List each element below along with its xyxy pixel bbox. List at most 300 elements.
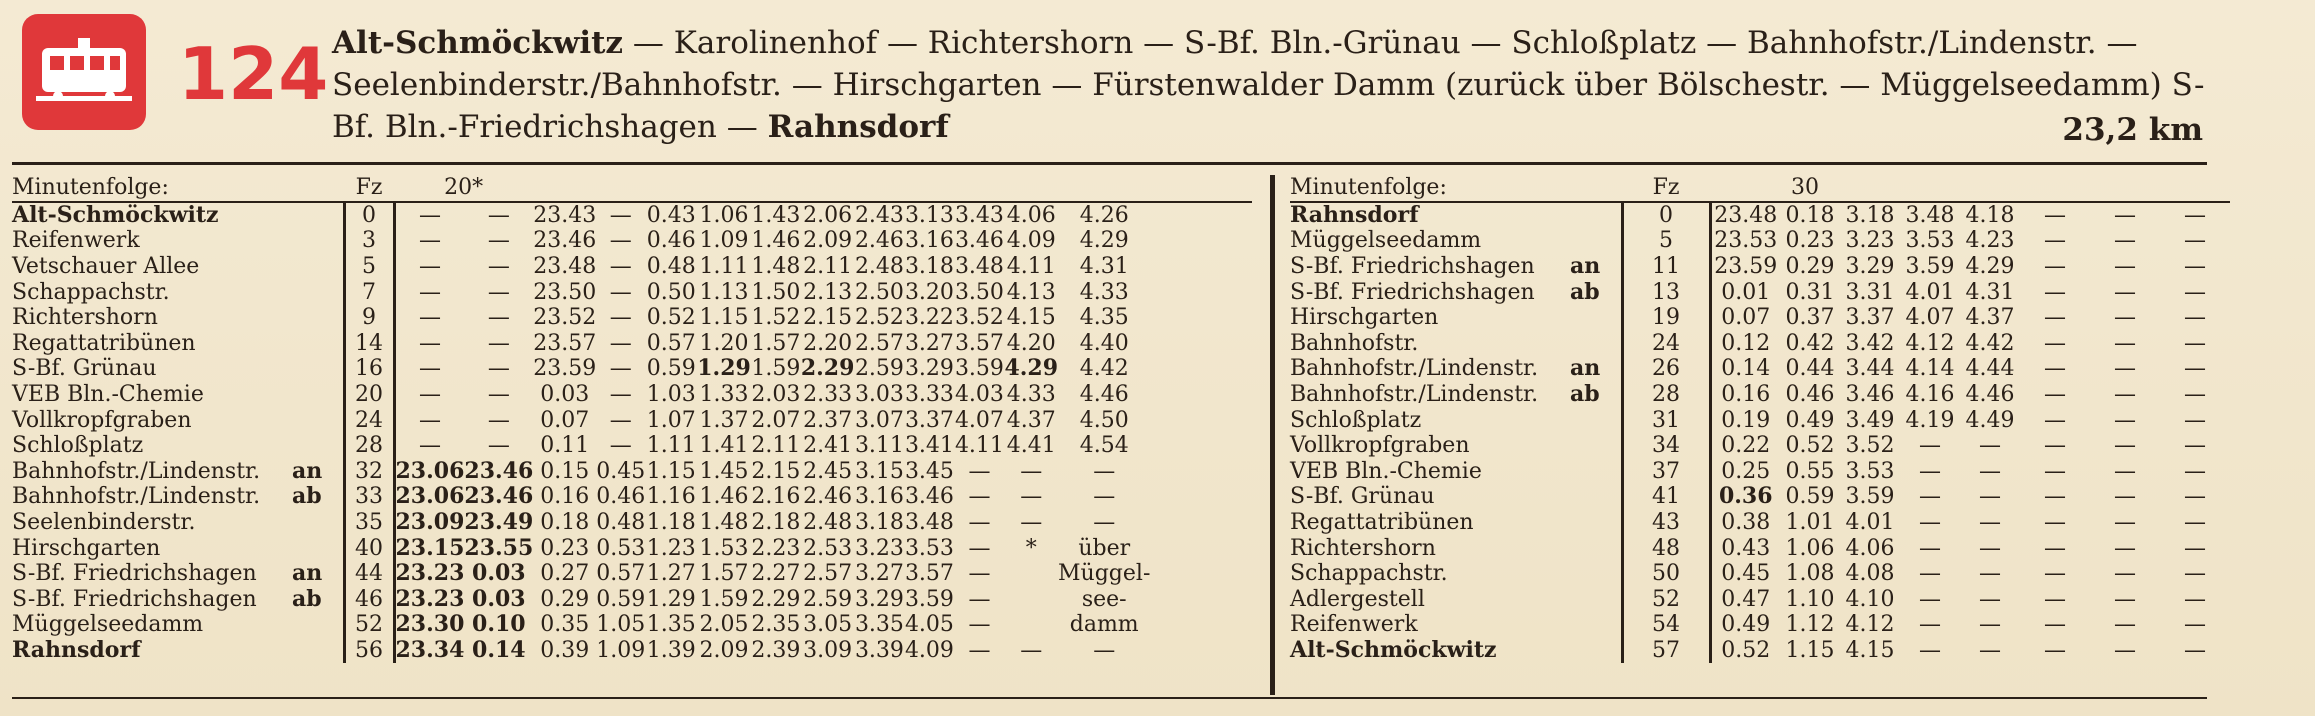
- travel-minutes: 35: [344, 510, 394, 536]
- departure-time: 0.03: [472, 585, 526, 612]
- departure-time: 1.11: [646, 433, 696, 459]
- departure-time: 4.01: [1905, 279, 1955, 305]
- departure-time: 1.18: [646, 510, 696, 536]
- departure-time: 23.59: [533, 356, 597, 382]
- departure-time: 0.48: [646, 254, 696, 280]
- departure-time: —: [2044, 433, 2066, 459]
- departure-time: 2.48: [803, 510, 853, 536]
- departure-time: 1.39: [646, 637, 696, 663]
- departure-time: —: [1919, 510, 1941, 536]
- table-row: [12, 484, 1252, 510]
- table-row: [1290, 202, 2230, 229]
- departure-time: 2.46: [854, 228, 904, 254]
- route-description: [332, 22, 2212, 148]
- departure-time: —: [2044, 305, 2066, 331]
- travel-minutes: 43: [1622, 510, 1710, 536]
- table-row: [1290, 459, 2230, 485]
- departure-time: 0.42: [1785, 330, 1835, 356]
- departure-time: —: [2114, 330, 2136, 356]
- departure-time: 2.50: [854, 279, 904, 305]
- departure-time: 4.35: [1079, 305, 1129, 331]
- departure-time: 4.33: [1006, 382, 1056, 408]
- table-row: [12, 535, 1252, 561]
- departure-time: —: [2044, 202, 2066, 228]
- departure-time: 4.09: [904, 637, 954, 663]
- departure-time: 4.49: [1965, 407, 2015, 433]
- departure-time: —: [2044, 458, 2066, 484]
- departure-time: —: [2114, 510, 2136, 536]
- outbound-header-row: [12, 175, 1252, 202]
- departure-time: —: [1020, 637, 1043, 663]
- arrival-departure-marker: [292, 407, 344, 433]
- departure-time: 2.37: [803, 407, 853, 433]
- departure-time: 3.29: [1845, 254, 1895, 280]
- departure-time: 4.44: [1965, 356, 2015, 382]
- departure-time: 1.09: [596, 637, 646, 663]
- table-row: [1290, 356, 2230, 382]
- departure-time: 3.46: [904, 484, 954, 510]
- arrival-departure-marker: [292, 382, 344, 408]
- departure-time: —: [1919, 484, 1941, 510]
- departure-time: 3.43: [954, 202, 1004, 228]
- departure-time: 4.03: [954, 382, 1004, 408]
- departure-time: —: [2114, 254, 2136, 280]
- departure-time: 0.15: [540, 458, 590, 484]
- departure-time: 2.33: [803, 382, 853, 408]
- table-row: [12, 279, 1252, 305]
- arrival-departure-marker: [292, 535, 344, 561]
- departure-time: —: [968, 612, 991, 638]
- departure-time: 4.18: [1965, 202, 2015, 228]
- travel-minutes: 24: [344, 407, 394, 433]
- departure-time: —: [1093, 458, 1116, 484]
- departure-time: 1.43: [751, 202, 801, 228]
- departure-time: —: [2184, 407, 2206, 433]
- travel-minutes: 37: [1622, 459, 1710, 485]
- departure-time: —: [2114, 535, 2136, 561]
- arrival-departure-marker: [1570, 433, 1622, 459]
- departure-time: —: [1093, 510, 1116, 536]
- departure-time: 1.06: [1785, 535, 1835, 561]
- departure-time: —: [2184, 510, 2206, 536]
- table-row: [12, 202, 1252, 229]
- departure-time: 3.59: [1845, 484, 1895, 510]
- travel-minutes: 0: [1622, 202, 1710, 229]
- departure-time: 1.52: [751, 305, 801, 331]
- station-name: Bahnhofstr.: [1290, 330, 1419, 356]
- station-name: Reifenwerk: [12, 228, 140, 254]
- departure-time: 0.07: [540, 407, 590, 433]
- departure-time: 2.09: [699, 637, 749, 663]
- departure-time: 2.15: [803, 305, 853, 331]
- arrival-departure-marker: ab: [292, 483, 322, 510]
- departure-time: 23.09: [395, 509, 465, 536]
- departure-time: —: [609, 330, 632, 356]
- departure-time: 1.41: [699, 433, 749, 459]
- departure-time: 0.23: [1785, 228, 1835, 254]
- departure-time: 3.18: [1845, 202, 1895, 228]
- departure-time: —: [1093, 637, 1116, 663]
- departure-time: —: [2184, 637, 2206, 663]
- travel-minutes: 19: [1622, 305, 1710, 331]
- departure-time: 0.59: [1785, 484, 1835, 510]
- departure-time: 3.37: [1845, 305, 1895, 331]
- departure-time: 3.16: [904, 228, 954, 254]
- departure-time: 0.45: [1710, 561, 1780, 587]
- travel-minutes: 3: [344, 228, 394, 254]
- departure-time: 4.29: [1965, 254, 2015, 280]
- arrival-departure-marker: [1570, 561, 1622, 587]
- departure-time: 3.48: [1905, 202, 1955, 228]
- departure-time: 0.10: [472, 611, 526, 638]
- station-name: Müggelseedamm: [12, 612, 204, 638]
- departure-time: 23.53: [1710, 228, 1780, 254]
- departure-time: —: [1919, 637, 1941, 663]
- departure-time: —: [1979, 535, 2001, 561]
- departure-time: 0.50: [646, 279, 696, 305]
- departure-time: —: [2184, 202, 2206, 228]
- departure-time: —: [2044, 330, 2066, 356]
- outbound-timetable: [12, 175, 1252, 663]
- arrival-departure-marker: an: [292, 457, 323, 484]
- departure-time: 3.31: [1845, 279, 1895, 305]
- departure-time: 23.34: [395, 636, 465, 663]
- departure-time: 3.41: [904, 433, 954, 459]
- departure-time: 1.15: [646, 458, 696, 484]
- travel-minutes: 57: [1622, 638, 1710, 664]
- departure-time: 0.01: [1710, 279, 1780, 305]
- departure-time: 4.29: [1004, 355, 1059, 382]
- departure-time: [1004, 561, 1058, 587]
- departure-time: 4.07: [1905, 305, 1955, 331]
- departure-time: 2.59: [854, 356, 904, 382]
- departure-time: 2.48: [854, 254, 904, 280]
- departure-time: 4.12: [1905, 330, 1955, 356]
- departure-time: 4.15: [1006, 305, 1056, 331]
- departure-time: 0.48: [596, 510, 646, 536]
- route-middle: — Karolinenhof — Richtershorn — S-Bf. Bln.-Grünau — Schloßplatz — Bahnhofstr./Lindenstr. — Seelenbinderstr./Bahnhofstr. — Hirschgarten — Fürstenwalder Damm (zurück über Bölschestr. — Müggelseedamm) S-Bf. Bln.-Friedrichshagen —: [332, 25, 2205, 145]
- departure-time: 0.52: [646, 305, 696, 331]
- departure-time: 0.25: [1710, 459, 1780, 485]
- table-row: [1290, 279, 2230, 305]
- travel-minutes: 54: [1622, 612, 1710, 638]
- departure-time: 3.23: [854, 535, 904, 561]
- departure-time: —: [968, 535, 991, 561]
- station-name: Alt-Schmöckwitz: [1290, 636, 1497, 663]
- departure-time: —: [394, 254, 464, 280]
- arrival-departure-marker: [292, 228, 344, 254]
- departure-time: 1.46: [751, 228, 801, 254]
- departure-time: 2.35: [751, 612, 801, 638]
- departure-time: 0.18: [540, 510, 590, 536]
- departure-time: 1.29: [697, 355, 751, 382]
- departure-time: 0.19: [1710, 407, 1780, 433]
- departure-time: 4.12: [1845, 612, 1895, 638]
- departure-time: —: [394, 356, 464, 382]
- departure-time: —: [968, 637, 991, 663]
- departure-time: 3.09: [803, 637, 853, 663]
- arrival-departure-marker: [1570, 510, 1622, 536]
- departure-time: 4.08: [1845, 561, 1895, 587]
- station-name: Vollkropfgraben: [1290, 433, 1470, 459]
- station-name: Bahnhofstr./Lindenstr.: [12, 484, 261, 510]
- departure-time: 23.55: [464, 534, 534, 561]
- departure-time: 0.16: [540, 484, 590, 510]
- arrival-departure-marker: [1570, 305, 1622, 331]
- arrival-departure-marker: [292, 356, 344, 382]
- departure-time: —: [2114, 382, 2136, 408]
- departure-time: 4.13: [1006, 279, 1056, 305]
- departure-time: 4.07: [954, 407, 1004, 433]
- departure-time: 4.46: [1079, 382, 1129, 408]
- return-table: [1290, 175, 2230, 663]
- departure-time: 0.49: [1785, 407, 1835, 433]
- departure-time: —: [1979, 637, 2001, 663]
- departure-time: 23.50: [533, 279, 597, 305]
- departure-time: —: [2184, 228, 2206, 254]
- departure-time: 1.09: [699, 228, 749, 254]
- departure-time: 0.44: [1785, 356, 1835, 382]
- departure-time: 0.03: [472, 560, 526, 587]
- departure-time: —: [2184, 484, 2206, 510]
- travel-minutes: 46: [344, 587, 394, 613]
- departure-time: 4.41: [1006, 433, 1056, 459]
- departure-time: —: [1919, 561, 1941, 587]
- departure-time: 0.46: [646, 228, 696, 254]
- tram-icon: [22, 14, 146, 130]
- departure-time: —: [394, 202, 464, 229]
- departure-time: 2.15: [751, 458, 801, 484]
- departure-time: 2.29: [800, 355, 855, 382]
- departure-time: 23.52: [533, 305, 597, 331]
- travel-minutes: 9: [344, 305, 394, 331]
- departure-time: 3.53: [1905, 228, 1955, 254]
- departure-time: 0.12: [1710, 331, 1780, 357]
- departure-time: 0.52: [1785, 433, 1835, 459]
- outbound-table: [12, 175, 1252, 663]
- departure-time: 23.15: [395, 534, 465, 561]
- departure-time: 2.05: [699, 612, 749, 638]
- travel-minutes: 33: [344, 484, 394, 510]
- departure-time: 4.01: [1845, 510, 1895, 536]
- station-name: Schappachstr.: [12, 279, 170, 305]
- departure-time: 2.52: [854, 305, 904, 331]
- departure-time: 1.53: [699, 535, 749, 561]
- departure-time: 1.48: [699, 510, 749, 536]
- departure-time: 4.37: [1006, 407, 1056, 433]
- table-row: [12, 510, 1252, 536]
- table-row: [12, 356, 1252, 382]
- departure-time: 23.57: [533, 330, 597, 356]
- departure-time: 2.11: [751, 433, 801, 459]
- departure-time: —: [609, 228, 632, 254]
- departure-time: 4.54: [1079, 433, 1129, 459]
- travel-minutes: 50: [1622, 561, 1710, 587]
- departure-time: 1.10: [1785, 586, 1835, 612]
- departure-time: —: [1979, 561, 2001, 587]
- travel-minutes: 7: [344, 279, 394, 305]
- table-row: [12, 433, 1252, 459]
- travel-minutes: 28: [344, 433, 394, 459]
- departure-time: —: [609, 305, 632, 331]
- departure-time: —: [2184, 535, 2206, 561]
- departure-time: [1004, 612, 1058, 638]
- station-name: S-Bf. Friedrichshagen: [12, 561, 257, 587]
- departure-time: 23.48: [533, 254, 597, 280]
- departure-time: Müggel-: [1058, 561, 1151, 587]
- travel-minutes: 31: [1622, 407, 1710, 433]
- departure-time: 0.46: [596, 484, 646, 510]
- arrival-departure-marker: [1570, 484, 1622, 510]
- departure-time: 2.29: [751, 586, 801, 612]
- departure-time: 3.42: [1845, 330, 1895, 356]
- departure-time: 2.39: [751, 637, 801, 663]
- departure-time: —: [2114, 407, 2136, 433]
- departure-time: —: [394, 382, 464, 408]
- table-row: [12, 407, 1252, 433]
- departure-time: —: [968, 484, 991, 510]
- departure-time: —: [2184, 458, 2206, 484]
- departure-time: 2.57: [854, 330, 904, 356]
- station-name: Schappachstr.: [1290, 561, 1448, 587]
- station-name: Regattatribünen: [12, 330, 196, 356]
- departure-time: 0.38: [1710, 510, 1780, 536]
- departure-time: —: [2114, 458, 2136, 484]
- departure-time: 4.11: [954, 433, 1004, 459]
- departure-time: 3.59: [954, 356, 1004, 382]
- table-row: [1290, 305, 2230, 331]
- departure-time: 1.57: [699, 561, 749, 587]
- departure-time: 1.07: [646, 407, 696, 433]
- departure-time: 1.15: [699, 305, 749, 331]
- departure-time: 0.36: [1710, 484, 1780, 510]
- departure-time: 0.53: [596, 535, 646, 561]
- departure-time: —: [487, 279, 510, 305]
- station-name: Rahnsdorf: [1290, 201, 1419, 228]
- departure-time: 0.31: [1785, 279, 1835, 305]
- travel-minutes: 0: [344, 202, 394, 229]
- departure-time: 0.07: [1710, 305, 1780, 331]
- table-row: [12, 228, 1252, 254]
- departure-time: 3.53: [904, 535, 954, 561]
- departure-time: —: [1020, 510, 1043, 536]
- departure-time: —: [1919, 586, 1941, 612]
- arrival-departure-marker: [292, 331, 344, 357]
- table-row: [12, 382, 1252, 408]
- departure-time: 4.09: [1006, 228, 1056, 254]
- interval-label: 20*: [444, 175, 484, 201]
- departure-time: 1.01: [1785, 510, 1835, 536]
- departure-time: 1.03: [646, 382, 696, 408]
- table-row: [1290, 587, 2230, 613]
- travel-minutes: 40: [344, 535, 394, 561]
- route-end: Rahnsdorf: [767, 109, 949, 145]
- departure-time: —: [2114, 228, 2136, 254]
- departure-time: 0.18: [1785, 202, 1835, 228]
- departure-time: 4.23: [1965, 228, 2015, 254]
- travel-minutes: 48: [1622, 535, 1710, 561]
- station-name: Müggelseedamm: [1290, 228, 1482, 254]
- arrival-departure-marker: [1570, 638, 1622, 664]
- departure-time: —: [2114, 484, 2136, 510]
- departure-time: 3.48: [954, 254, 1004, 280]
- travel-minutes: 5: [1622, 228, 1710, 254]
- departure-time: 0.57: [596, 561, 646, 587]
- departure-time: 3.39: [854, 637, 904, 663]
- departure-time: —: [1979, 484, 2001, 510]
- departure-time: 0.16: [1710, 382, 1780, 408]
- departure-time: 4.11: [1006, 254, 1056, 280]
- travel-minutes: 5: [344, 254, 394, 280]
- bottom-rule: [12, 697, 2207, 699]
- departure-time: 0.55: [1785, 458, 1835, 484]
- travel-minutes: 16: [344, 356, 394, 382]
- departure-time: 3.57: [904, 561, 954, 587]
- table-row: [1290, 228, 2230, 254]
- departure-time: 3.52: [1845, 433, 1895, 459]
- departure-time: —: [609, 279, 632, 305]
- departure-time: —: [609, 433, 632, 459]
- departure-time: —: [2114, 637, 2136, 663]
- departure-time: —: [394, 228, 464, 254]
- station-name: Alt-Schmöckwitz: [12, 201, 219, 228]
- departure-time: —: [2114, 612, 2136, 638]
- departure-time: 4.31: [1079, 254, 1129, 280]
- arrival-departure-marker: [292, 279, 344, 305]
- departure-time: 2.41: [803, 433, 853, 459]
- departure-time: —: [487, 254, 510, 280]
- departure-time: 1.06: [699, 202, 749, 228]
- departure-time: —: [2044, 407, 2066, 433]
- departure-time: 1.15: [1785, 637, 1835, 663]
- departure-time: 4.40: [1079, 330, 1129, 356]
- travel-minutes: 52: [344, 612, 394, 638]
- departure-time: —: [2044, 586, 2066, 612]
- departure-time: —: [1979, 612, 2001, 638]
- departure-time: 4.15: [1845, 637, 1895, 663]
- departure-time: 0.11: [540, 433, 590, 459]
- station-name: VEB Bln.-Chemie: [1290, 458, 1482, 484]
- departure-time: 3.52: [954, 305, 1004, 331]
- departure-time: —: [609, 202, 632, 228]
- departure-time: 2.43: [854, 202, 904, 228]
- departure-time: 3.27: [904, 330, 954, 356]
- departure-time: 3.37: [904, 407, 954, 433]
- table-row: [12, 587, 1252, 613]
- departure-time: 1.45: [699, 458, 749, 484]
- table-row: [1290, 561, 2230, 587]
- departure-time: 1.23: [646, 535, 696, 561]
- departure-time: 4.06: [1845, 535, 1895, 561]
- arrival-departure-marker: [292, 638, 344, 664]
- table-row: [12, 612, 1252, 638]
- departure-time: —: [2184, 305, 2206, 331]
- departure-time: see-: [1081, 586, 1127, 612]
- departure-time: 3.23: [1845, 228, 1895, 254]
- arrival-departure-marker: ab: [1570, 381, 1600, 408]
- departure-time: 3.57: [954, 330, 1004, 356]
- departure-time: —: [968, 586, 991, 612]
- departure-time: 1.37: [699, 407, 749, 433]
- table-row: [1290, 433, 2230, 459]
- departure-time: 0.59: [596, 586, 646, 612]
- departure-time: 4.46: [1965, 382, 2015, 408]
- departure-time: —: [487, 407, 510, 433]
- table-row: [12, 254, 1252, 280]
- departure-time: —: [2114, 586, 2136, 612]
- station-name: Regattatribünen: [1290, 510, 1474, 536]
- departure-time: 3.46: [1845, 382, 1895, 408]
